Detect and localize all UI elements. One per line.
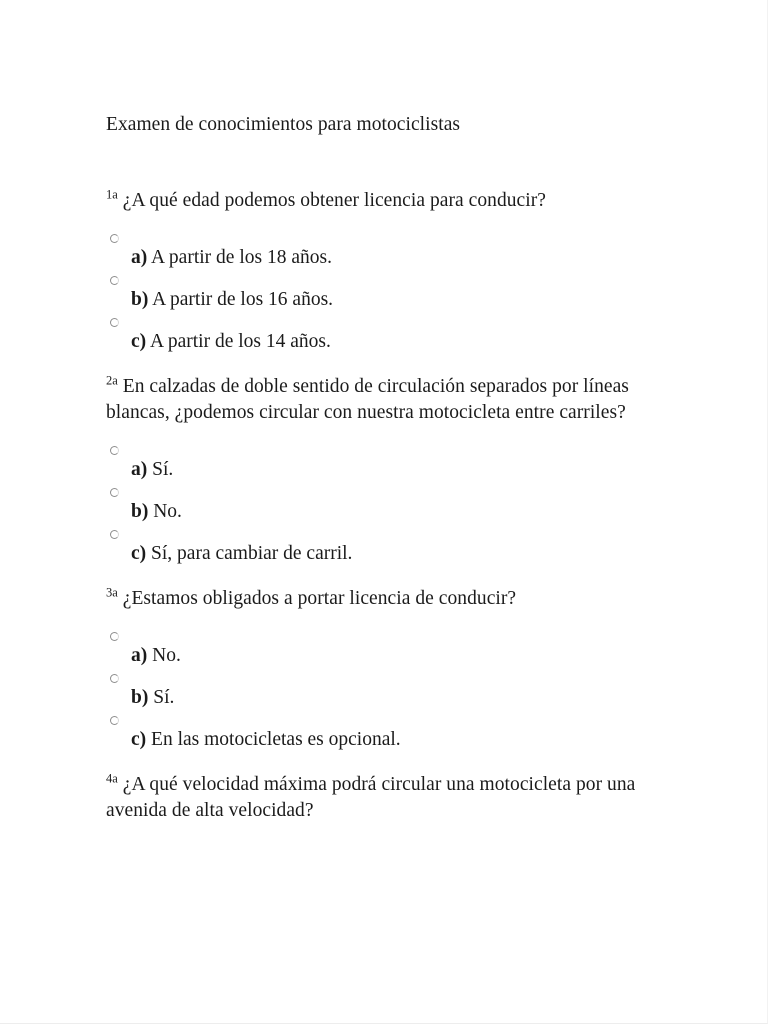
spacer xyxy=(106,612,666,628)
option-item[interactable] xyxy=(106,314,666,356)
option-item[interactable] xyxy=(106,442,666,484)
option-item[interactable] xyxy=(106,272,666,314)
question-1-number: 1 xyxy=(106,187,113,202)
spacer xyxy=(106,754,666,772)
document-body xyxy=(106,112,666,824)
option-text xyxy=(131,499,182,525)
radio-button-icon[interactable] xyxy=(110,530,119,539)
option-text xyxy=(131,245,332,271)
question-3-ordinal: a xyxy=(112,585,118,600)
question-4-ordinal: a xyxy=(112,771,118,786)
question-3-number: 3 xyxy=(106,585,113,600)
option-text xyxy=(131,457,173,483)
question-4-text: ¿A qué velocidad máxima podrá circular una motocicleta por una avenida de alta velocidad? xyxy=(106,774,636,821)
option-body: Sí. xyxy=(147,459,174,480)
radio-button-icon[interactable] xyxy=(110,234,119,243)
question-1 xyxy=(106,188,666,214)
question-3 xyxy=(106,586,666,612)
option-item[interactable] xyxy=(106,526,666,568)
radio-button-icon[interactable] xyxy=(110,318,119,327)
spacer xyxy=(106,356,666,374)
option-body: A partir de los 16 años. xyxy=(148,289,334,310)
spacer xyxy=(106,426,666,442)
question-2-options xyxy=(106,442,666,568)
option-label: b) xyxy=(131,501,149,522)
question-3-text: ¿Estamos obligados a portar licencia de conducir? xyxy=(117,588,517,609)
page-title: Examen de conocimientos para motociclistas xyxy=(106,114,461,135)
option-text xyxy=(131,685,174,711)
option-body: Sí, para cambiar de carril. xyxy=(146,543,353,564)
radio-button-icon[interactable] xyxy=(110,674,119,683)
question-1-text: ¿A qué edad podemos obtener licencia para conducir? xyxy=(117,190,546,211)
spacer xyxy=(106,214,666,230)
option-text xyxy=(131,287,333,313)
spacer xyxy=(106,568,666,586)
option-item[interactable] xyxy=(106,484,666,526)
question-2 xyxy=(106,374,666,426)
radio-button-icon[interactable] xyxy=(110,632,119,641)
option-item[interactable] xyxy=(106,670,666,712)
question-4 xyxy=(106,772,666,824)
option-body: Sí. xyxy=(148,687,175,708)
option-text xyxy=(131,541,352,567)
option-body: En las motocicletas es opcional. xyxy=(146,729,401,750)
radio-button-icon[interactable] xyxy=(110,716,119,725)
question-2-ordinal: a xyxy=(112,373,118,388)
option-label: c) xyxy=(131,729,147,750)
option-label: b) xyxy=(131,687,149,708)
option-label: c) xyxy=(131,331,147,352)
spacer xyxy=(106,138,666,188)
option-label: a) xyxy=(131,459,148,480)
question-3-options xyxy=(106,628,666,754)
option-text xyxy=(131,727,401,753)
option-body: No. xyxy=(147,645,181,666)
option-text xyxy=(131,329,331,355)
radio-button-icon[interactable] xyxy=(110,488,119,497)
question-2-number: 2 xyxy=(106,373,113,388)
option-item[interactable] xyxy=(106,628,666,670)
option-body: A partir de los 14 años. xyxy=(146,331,331,352)
option-body: No. xyxy=(148,501,182,522)
option-text xyxy=(131,643,181,669)
option-label: a) xyxy=(131,247,148,268)
option-item[interactable] xyxy=(106,712,666,754)
radio-button-icon[interactable] xyxy=(110,276,119,285)
option-label: c) xyxy=(131,543,147,564)
question-1-options xyxy=(106,230,666,356)
question-1-ordinal: a xyxy=(112,187,118,202)
question-4-number: 4 xyxy=(106,771,113,786)
radio-button-icon[interactable] xyxy=(110,446,119,455)
option-label: b) xyxy=(131,289,149,310)
option-body: A partir de los 18 años. xyxy=(147,247,332,268)
option-item[interactable] xyxy=(106,230,666,272)
option-label: a) xyxy=(131,645,148,666)
question-2-text: En calzadas de doble sentido de circulación separados por líneas blancas, ¿podemos circular con nuestra motocicleta entre carriles? xyxy=(106,376,629,423)
